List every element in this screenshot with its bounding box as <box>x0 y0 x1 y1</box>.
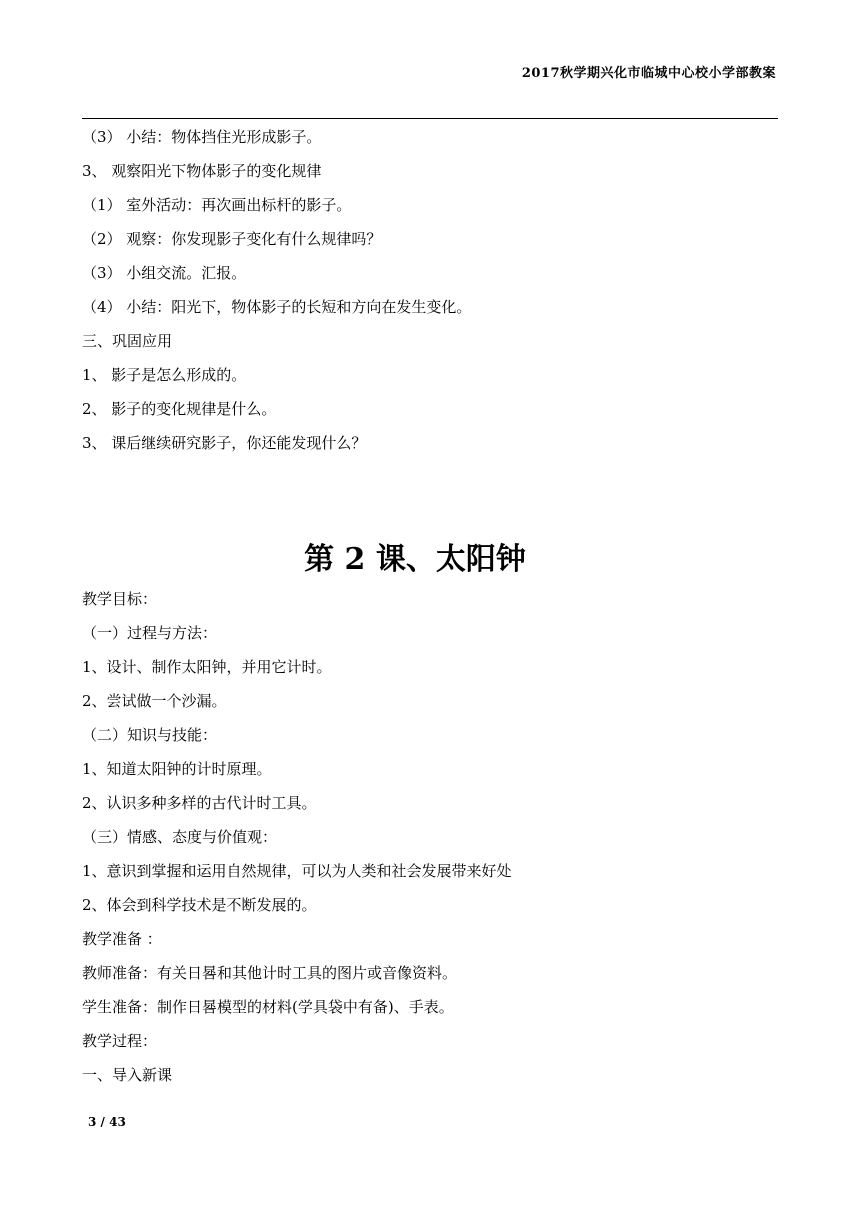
text-line: 2、体会到科学技术是不断发展的。 <box>82 896 317 914</box>
text-line: 教学目标： <box>82 590 158 608</box>
page-number: 3 / 43 <box>88 1115 126 1129</box>
text-line: 3、 观察阳光下物体影子的变化规律 <box>82 162 322 180</box>
text-line: 1、知道太阳钟的计时原理。 <box>82 760 272 778</box>
text-line: 三、巩固应用 <box>82 332 173 350</box>
text-line: 2、尝试做一个沙漏。 <box>82 692 227 710</box>
text-line: （3） 小组交流。汇报。 <box>82 264 247 282</box>
text-line: （4） 小结：阳光下，物体影子的长短和方向在发生变化。 <box>82 298 472 316</box>
text-line: 教学准备 ： <box>82 930 162 948</box>
text-line: （2） 观察：你发现影子变化有什么规律吗？ <box>82 230 382 248</box>
text-line: （1） 室外活动：再次画出标杆的影子。 <box>82 196 352 214</box>
text-line: 1、设计、制作太阳钟，并用它计时。 <box>82 658 332 676</box>
text-line: 教学过程： <box>82 1032 158 1050</box>
text-line: 学生准备：制作日晷模型的材料(学具袋中有备)、手表。 <box>82 998 454 1016</box>
text-line: （一）过程与方法： <box>82 624 218 642</box>
text-line: （二）知识与技能： <box>82 726 218 744</box>
header-title: 2017秋学期兴化市临城中心校小学部教案 <box>521 66 776 81</box>
text-line: 教师准备：有关日晷和其他计时工具的图片或音像资料。 <box>82 964 458 982</box>
text-line: 2、 影子的变化规律是什么。 <box>82 400 277 418</box>
text-line: 2、认识多种多样的古代计时工具。 <box>82 794 317 812</box>
text-line: （三）情感、态度与价值观： <box>82 828 278 846</box>
text-line: （3） 小结：物体挡住光形成影子。 <box>82 128 322 146</box>
text-line: 3、 课后继续研究影子，你还能发现什么？ <box>82 434 367 452</box>
text-line: 1、 影子是怎么形成的。 <box>82 366 247 384</box>
header-divider <box>82 118 778 119</box>
lesson-title: 第 2 课、太阳钟 <box>304 542 526 577</box>
text-line: 一、导入新课 <box>82 1066 173 1084</box>
text-line: 1、意识到掌握和运用自然规律，可以为人类和社会发展带来好处 <box>82 862 512 880</box>
